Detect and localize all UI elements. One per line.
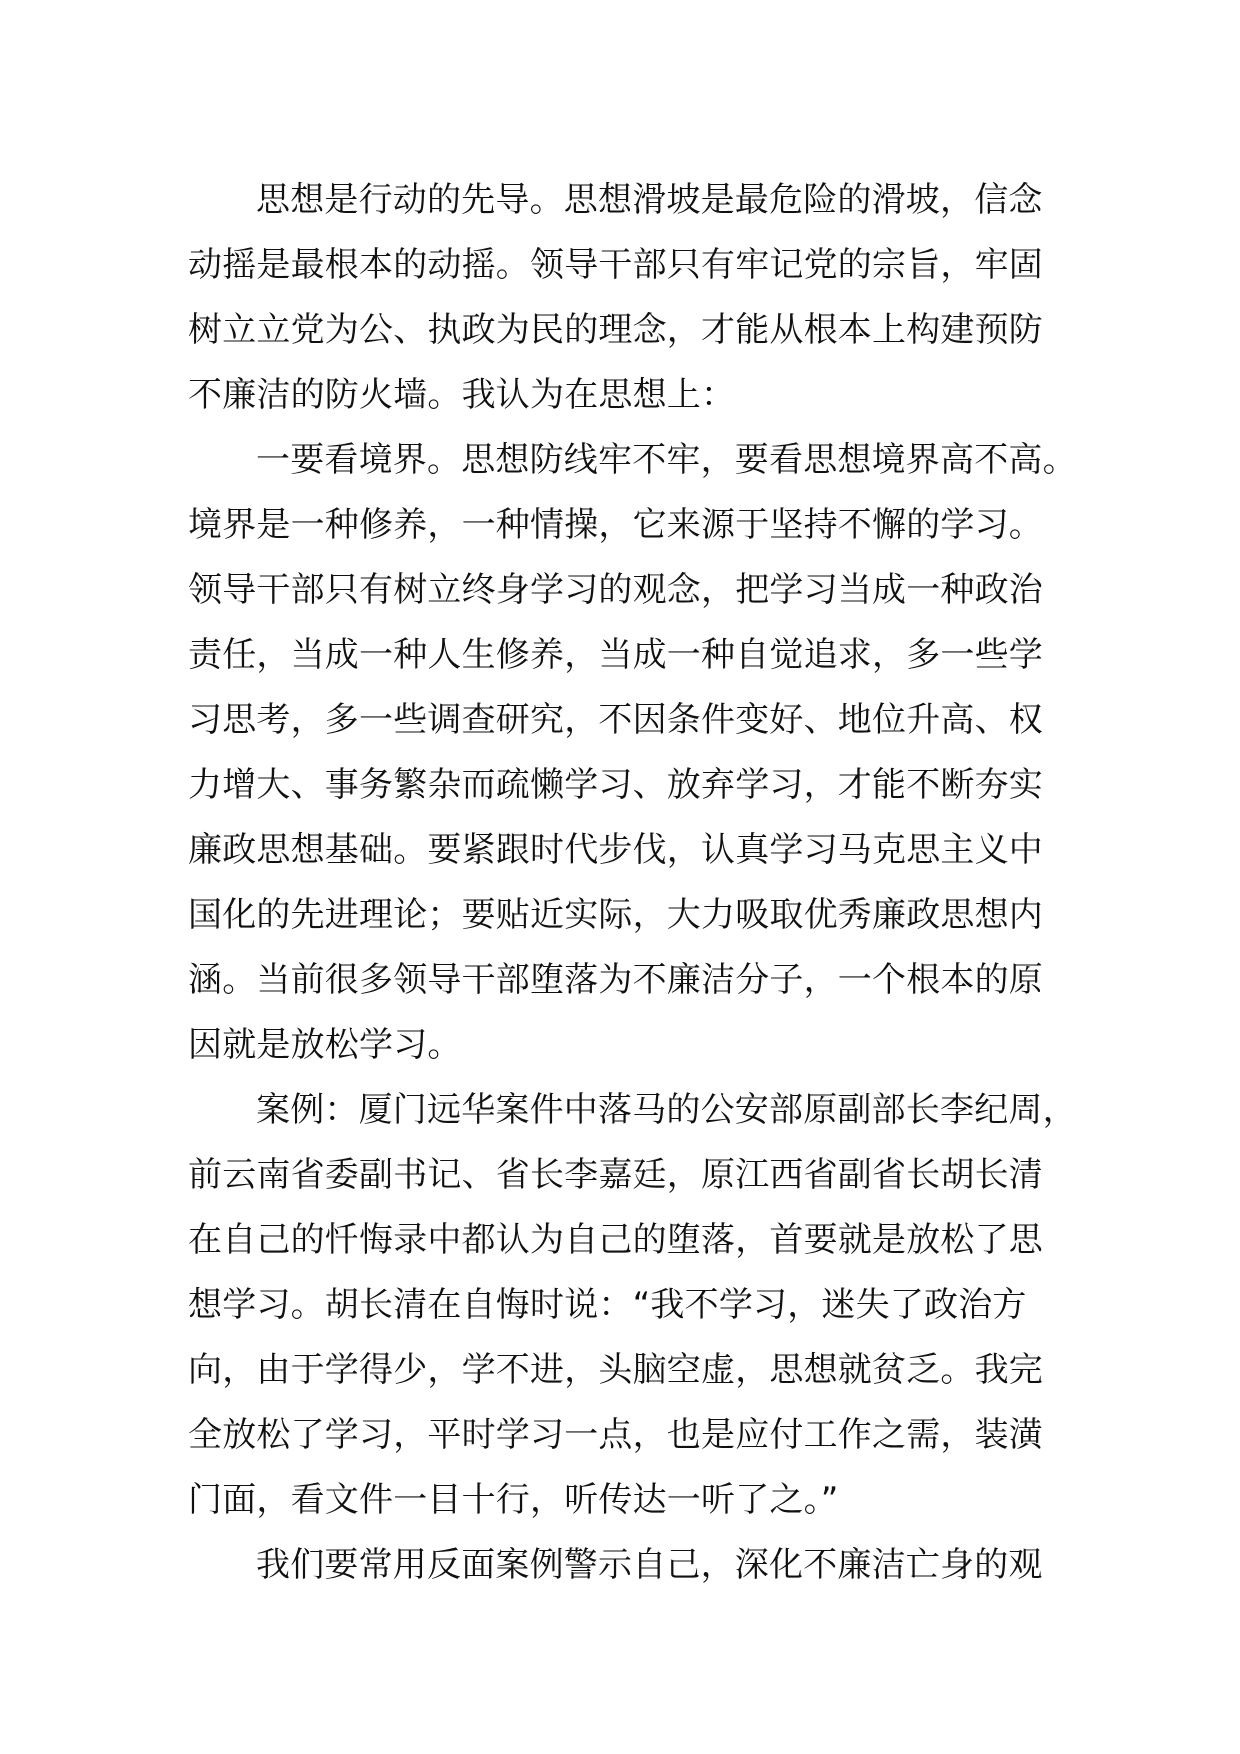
text-line: 全放松了学习，平时学习一点，也是应付工作之需，装潢: [188, 1415, 1043, 1455]
text-line: 一要看境界。思想防线牢不牢，要看思想境界高不高。: [256, 440, 1077, 480]
text-line: 我们要常用反面案例警示自己，深化不廉洁亡身的观: [256, 1545, 1043, 1585]
text-line: 向，由于学得少，学不进，头脑空虚，思想就贫乏。我完: [188, 1350, 1043, 1390]
text-line: 廉政思想基础。要紧跟时代步伐，认真学习马克思主义中: [188, 830, 1043, 870]
text-line: 想学习。胡长清在自悔时说：“我不学习，迷失了政治方: [188, 1285, 1027, 1325]
text-line: 习思考，多一些调查研究，不因条件变好、地位升高、权: [188, 700, 1043, 740]
text-line: 境界是一种修养，一种情操，它来源于坚持不懈的学习。: [188, 505, 1043, 545]
text-line: 不廉洁的防火墙。我认为在思想上：: [188, 375, 736, 415]
text-line: 案例：厦门远华案件中落马的公安部原副部长李纪周，: [256, 1090, 1077, 1130]
text-line: 思想是行动的先导。思想滑坡是最危险的滑坡，信念: [256, 180, 1043, 220]
text-line: 领导干部只有树立终身学习的观念，把学习当成一种政治: [188, 570, 1043, 610]
text-line: 责任，当成一种人生修养，当成一种自觉追求，多一些学: [188, 635, 1043, 675]
text-line: 门面，看文件一目十行，听传达一听了之。”: [188, 1480, 839, 1520]
text-line: 国化的先进理论；要贴近实际，大力吸取优秀廉政思想内: [188, 895, 1043, 935]
text-line: 树立立党为公、执政为民的理念，才能从根本上构建预防: [188, 310, 1043, 350]
text-line: 涵。当前很多领导干部堕落为不廉洁分子，一个根本的原: [188, 960, 1043, 1000]
text-line: 力增大、事务繁杂而疏懒学习、放弃学习，才能不断夯实: [188, 765, 1043, 805]
text-line: 在自己的忏悔录中都认为自己的堕落，首要就是放松了思: [188, 1220, 1043, 1260]
body-text: [188, 168, 1077, 1598]
text-line: 因就是放松学习。: [188, 1025, 462, 1065]
text-line: 动摇是最根本的动摇。领导干部只有牢记党的宗旨，牢固: [188, 245, 1043, 285]
text-line: 前云南省委副书记、省长李嘉廷，原江西省副省长胡长清: [188, 1155, 1043, 1195]
